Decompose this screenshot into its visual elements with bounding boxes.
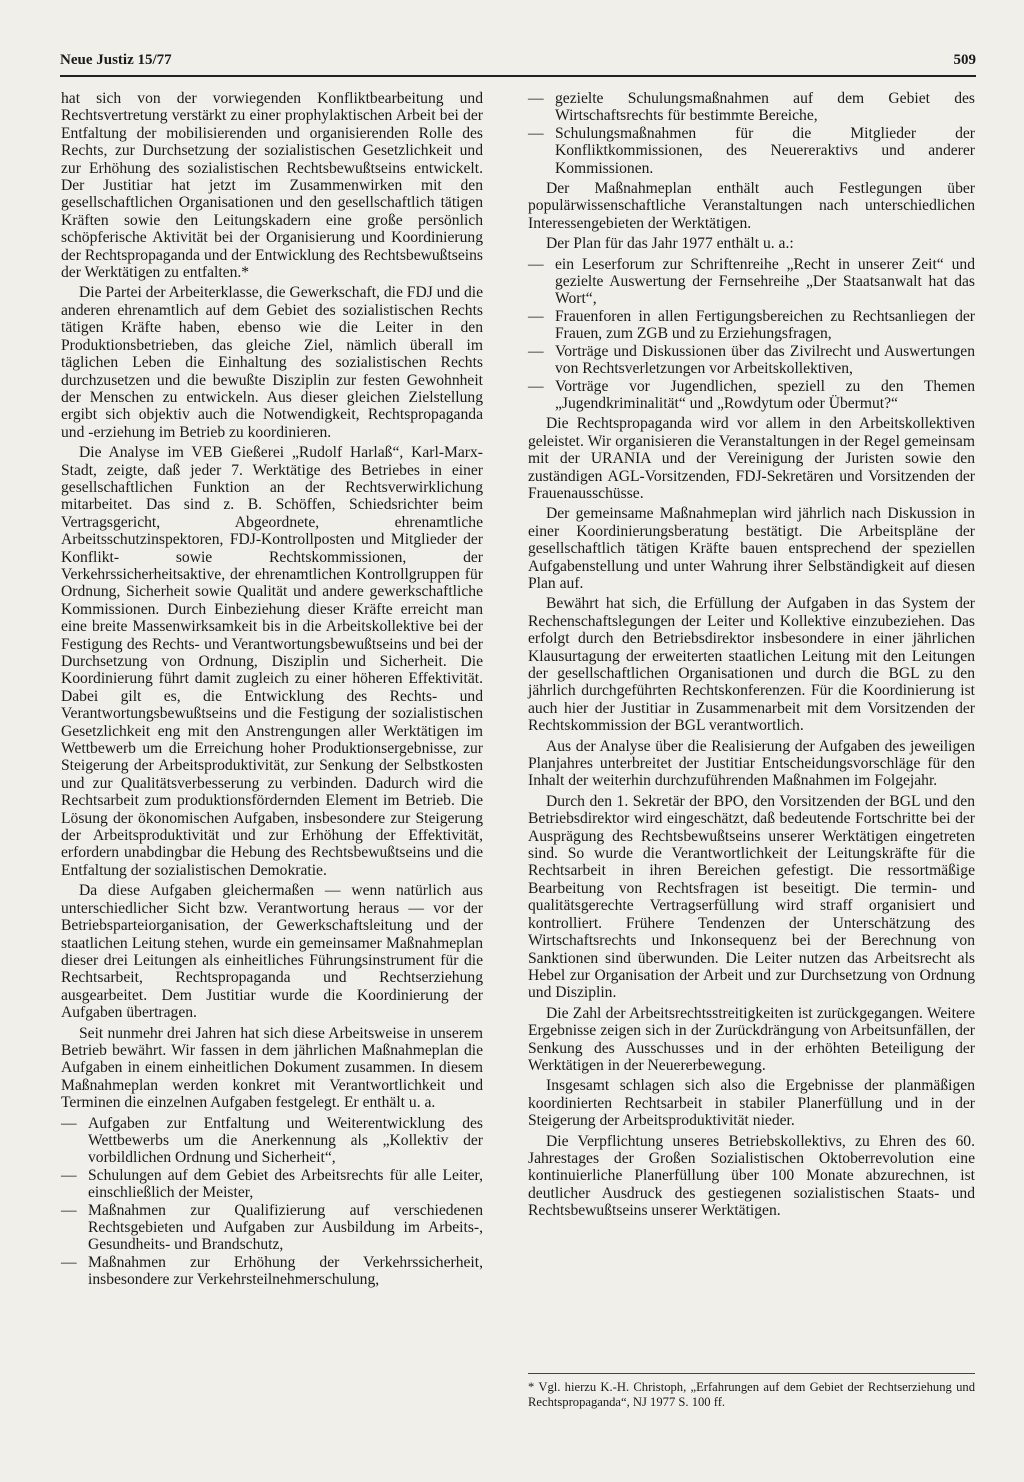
footnote: * Vgl. hierzu K.-H. Christoph, „Erfahrungen auf dem Gebiet der Rechtserziehung und Rechtspropaganda“, NJ 1977 S. 100 ff. bbox=[528, 1373, 975, 1410]
paragraph: Seit nunmehr drei Jahren hat sich diese Arbeitsweise in unserem Betrieb bewährt. Wir fassen in dem jährlichen Maßnahmeplan die Aufgaben in einem einheitlichen Dokument zusammen. In diesem Maßnahmeplan werden konkret mit Verantwortlichkeit und Terminen die einzelnen Aufgaben festgelegt. Er enthält u. a. bbox=[61, 1024, 483, 1112]
paragraph: Der gemeinsame Maßnahmeplan wird jährlich nach Diskussion in einer Koordinierungsberatung bestätigt. Die Arbeitspläne der gesellschaftlich tätigen Kräfte bauen entsprechend der speziellen Aufgabenstellung und unter Wahrung ihrer Selbständigkeit auf diesen Plan auf. bbox=[528, 505, 975, 592]
paragraph: Durch den 1. Sekretär der BPO, den Vorsitzenden der BGL und den Betriebsdirektor wird eingeschätzt, daß bedeutende Fortschritte bei der Ausprägung des Rechtsbewußtseins unserer Werktätigen eingetreten sind. So wurde die Verantwortlichkeit der Leitungskräfte für die Rechtsarbeit in ihren Bereichen gefestigt. Die ressortmäßige Bearbeitung von Rechtsfragen ist beseitigt. Die termin- und qualitätsgerechte Vertragserfüllung wird straff organisiert und kontrolliert. Frühere Tendenzen der Unterschätzung des Wirtschaftsrechts und Inkonsequenz bei der Berechnung von Sanktionen sind überwunden. Die Leiter nutzen das Arbeitsrecht als Hebel zur Organisation der Arbeit und zur Durchsetzung von Ordnung und Disziplin. bbox=[528, 792, 975, 1002]
left-column bbox=[61, 90, 483, 1292]
paragraph: Insgesamt schlagen sich also die Ergebnisse der planmäßigen koordinierten Rechtsarbeit in stabiler Planerfüllung und in der Steigerung der Arbeitsproduktivität nieder. bbox=[528, 1077, 975, 1130]
page-header bbox=[60, 52, 976, 76]
list-item: — Vorträge und Diskussionen über das Zivilrecht und Auswertungen von Rechtsverletzungen vor Arbeitskollektiven, bbox=[528, 343, 975, 378]
list-item: — Maßnahmen zur Erhöhung der Verkehrssicherheit, insbesondere zur Verkehrsteilnehmerschulung, bbox=[61, 1254, 483, 1289]
header-rule bbox=[60, 75, 976, 77]
task-list bbox=[61, 1115, 483, 1289]
paragraph: Die Analyse im VEB Gießerei „Rudolf Harlaß“, Karl-Marx-Stadt, zeigte, daß jeder 7. Werktätige des Betriebes in einer gesellschaftlichen Funktion an der Rechtsverwirklichung mitarbeitet. Das sind z. B. Schöffen, Schiedsrichter beim Vertragsgericht, Abgeordnete, ehrenamtliche Arbeitsschutzinspektoren, FDJ-Kontrollposten und Mitglieder der Konflikt- sowie Rechtskommissionen, der Verkehrssicherheitsaktive, der ehrenamtlichen Kontrollgruppen für Ordnung, Sicherheit sowie Qualität und andere gewerkschaftliche Kommissionen. Durch Einbeziehung dieser Kräfte erreicht man eine breite Massenwirksamkeit bis in die Arbeitskollektive bei der Festigung des Rechts- und Verantwortungsbewußtseins und bei der Durchsetzung von Ordnung, Disziplin und Sicherheit. Die Koordinierung führt damit zugleich zu einer höheren Effektivität. Dabei gilt es, die Entwicklung des Rechts- und Verantwortungsbewußtseins und die Festigung der sozialistischen Gesetzlichkeit eng mit den Anstrengungen aller Werktätigen im Wettbewerb um die Erreichung hoher Produktionsergebnisse, zur Steigerung der Arbeitsproduktivität, zur Senkung der Selbstkosten und zur Qualitätsverbesserung zu verbinden. Dadurch wird die Rechtsarbeit zum produktionsfördernden Element im Betrieb. Die Lösung der ökonomischen Aufgaben, insbesondere zur Steigerung der Arbeitsproduktivität und zur Erhöhung der Effektivität, erfordern unabdingbar die Hebung des Rechtsbewußtseins und die Entfaltung der sozialistischen Demokratie. bbox=[61, 444, 483, 879]
list-item: — ein Leserforum zur Schriftenreihe „Recht in unserer Zeit“ und gezielte Auswertung der Fernsehreihe „Der Staatsanwalt hat das Wort“, bbox=[528, 256, 975, 308]
paragraph: Aus der Analyse über die Realisierung der Aufgaben des jeweiligen Planjahres unterbreitet der Justitiar Entscheidungsvorschläge für den Inhalt der weiterhin durchzuführenden Maßnahmen im Folgejahr. bbox=[528, 737, 975, 790]
task-list-continued bbox=[528, 90, 975, 177]
paragraph: Der Plan für das Jahr 1977 enthält u. a.: bbox=[546, 235, 794, 253]
paragraph: Die Partei der Arbeiterklasse, die Gewerkschaft, die FDJ und die anderen ehrenamtlich auf dem Gebiet des sozialistischen Rechts tätigen Kräfte haben, ebenso wie die Leiter in den Produktionsbetrieben, das gleiche Ziel, nämlich überall im täglichen Leben die Einhaltung des sozialistischen Rechts durchzusetzen und die bewußte Disziplin zur festen Gewohnheit der Menschen zu entwickeln. Aus dieser gleichen Zielstellung ergibt sich objektiv auch die Notwendigkeit, Rechtspropaganda und -erziehung im Betrieb zu koordinieren. bbox=[61, 284, 484, 441]
list-item: — Schulungen auf dem Gebiet des Arbeitsrechts für alle Leiter, einschließlich der Meister, bbox=[61, 1167, 483, 1202]
list-item: — Schulungsmaßnahmen für die Mitglieder der Konfliktkommissionen, des Neuererаktivs und anderer Kommissionen. bbox=[528, 125, 975, 177]
list-item: — gezielte Schulungsmaßnahmen auf dem Gebiet des Wirtschaftsrechts für bestimmte Bereiche, bbox=[528, 90, 975, 125]
right-column bbox=[528, 90, 975, 1223]
paragraph: Die Rechtspropaganda wird vor allem in den Arbeitskollektiven geleistet. Wir organisieren die Veranstaltungen in der Regel gemeinsam mit der URANIA und der Vereinigung der Juristen sowie den zuständigen AGL-Vorsitzenden, FDJ-Sekretären und Vorsitzenden der Frauenausschüsse. bbox=[528, 415, 975, 502]
paragraph: hat sich von der vorwiegenden Konfliktbearbeitung und Rechtsvertretung verstärkt zu einer prophylaktischen Arbeit bei der Entfaltung der mobilisierenden und organisierenden Rolle des Rechts, zur Durchsetzung der sozialistischen Gesetzlichkeit und zur Erhöhung des sozialistischen Rechtsbewußtseins entwickelt. Der Justitiar hat jetzt im Zusammenwirken mit den gesellschaftlichen Organisationen und den gesellschaftlich tätigen Kräften sowie den Leitungskadern eine große persönlich schöpferische Aktivität bei der Organisierung und Koordinierung der Rechtspropaganda und der Entwicklung des Rechtsbewußtseins der Werktätigen zu entfalten.* bbox=[61, 90, 483, 282]
journal-title: Neue Justiz 15/77 bbox=[60, 52, 172, 68]
paragraph: Der Maßnahmeplan enthält auch Festlegungen über populärwissenschaftliche Veranstaltungen nach unterschiedlichen Interessengebieten der Werktätigen. bbox=[528, 180, 975, 232]
page-number: 509 bbox=[953, 52, 976, 68]
list-item: — Frauenforen in allen Fertigungsbereichen zu Rechtsanliegen der Frauen, zum ZGB und zu Erziehungsfragen, bbox=[528, 308, 975, 343]
paragraph: Die Verpflichtung unseres Betriebskollektivs, zu Ehren des 60. Jahrestages der Großen Sozialistischen Oktoberrevolution eine kontinuierliche Planerfüllung über 100 Monate abzurechnen, ist deutlicher Ausdruck des gestiegenen sozialistischen Staats- und Rechtsbewußtseins unserer Werktätigen. bbox=[528, 1132, 975, 1220]
list-item: — Maßnahmen zur Qualifizierung auf verschiedenen Rechtsgebieten und Aufgaben zur Ausbildung im Arbeits-, Gesundheits- und Brandschutz, bbox=[61, 1202, 483, 1254]
paragraph: Bewährt hat sich, die Erfüllung der Aufgaben in das System der Rechenschaftslegungen der Leiter und Kollektive einzubeziehen. Das erfolgt durch den Betriebsdirektor insbesondere in einer jährlichen Klausurtagung der erweiterten staatlichen Leitung mit den Leitungen der gesellschaftlichen Organisationen und durch die BGL zu den jährlich durchgeführten Rechtskonferenzen. Für die Koordinierung ist auch hier der Justitiar in Zusammenarbeit mit dem Vorsitzenden der Rechtskommission der BGL verantwortlich. bbox=[528, 595, 975, 735]
plan-1977-list bbox=[528, 256, 975, 413]
paragraph: Die Zahl der Arbeitsrechtsstreitigkeiten ist zurückgegangen. Weitere Ergebnisse zeigen sich in der Zurückdrängung von Arbeitsunfällen, der Senkung des Ausschusses und in der erhöhten Beteiligung der Werktätigen in der Neuererbewegung. bbox=[528, 1004, 975, 1074]
list-item: — Aufgaben zur Entfaltung und Weiterentwicklung des Wettbewerbs um die Anerkennung als „Kollektiv der vorbildlichen Ordnung und Sicherheit“, bbox=[61, 1115, 483, 1167]
list-item: — Vorträge vor Jugendlichen, speziell zu den Themen „Jugendkriminalität“ und „Rowdytum oder Übermut?“ bbox=[528, 378, 975, 413]
paragraph: Da diese Aufgaben gleichermaßen — wenn natürlich aus unterschiedlicher Sicht bzw. Verantwortung heraus — vor der Betriebsparteiorganisation, der Gewerkschaftsleitung und der staatlichen Leitung stehen, wurde ein gemeinsamer Maßnahmeplan dieser drei Leitungen als einheitliches Führungsinstrument für die Rechtsarbeit, Rechtspropaganda und Rechtserziehung ausgearbeitet. Dem Justitiar wurde die Koordinierung der Aufgaben übertragen. bbox=[61, 882, 483, 1022]
